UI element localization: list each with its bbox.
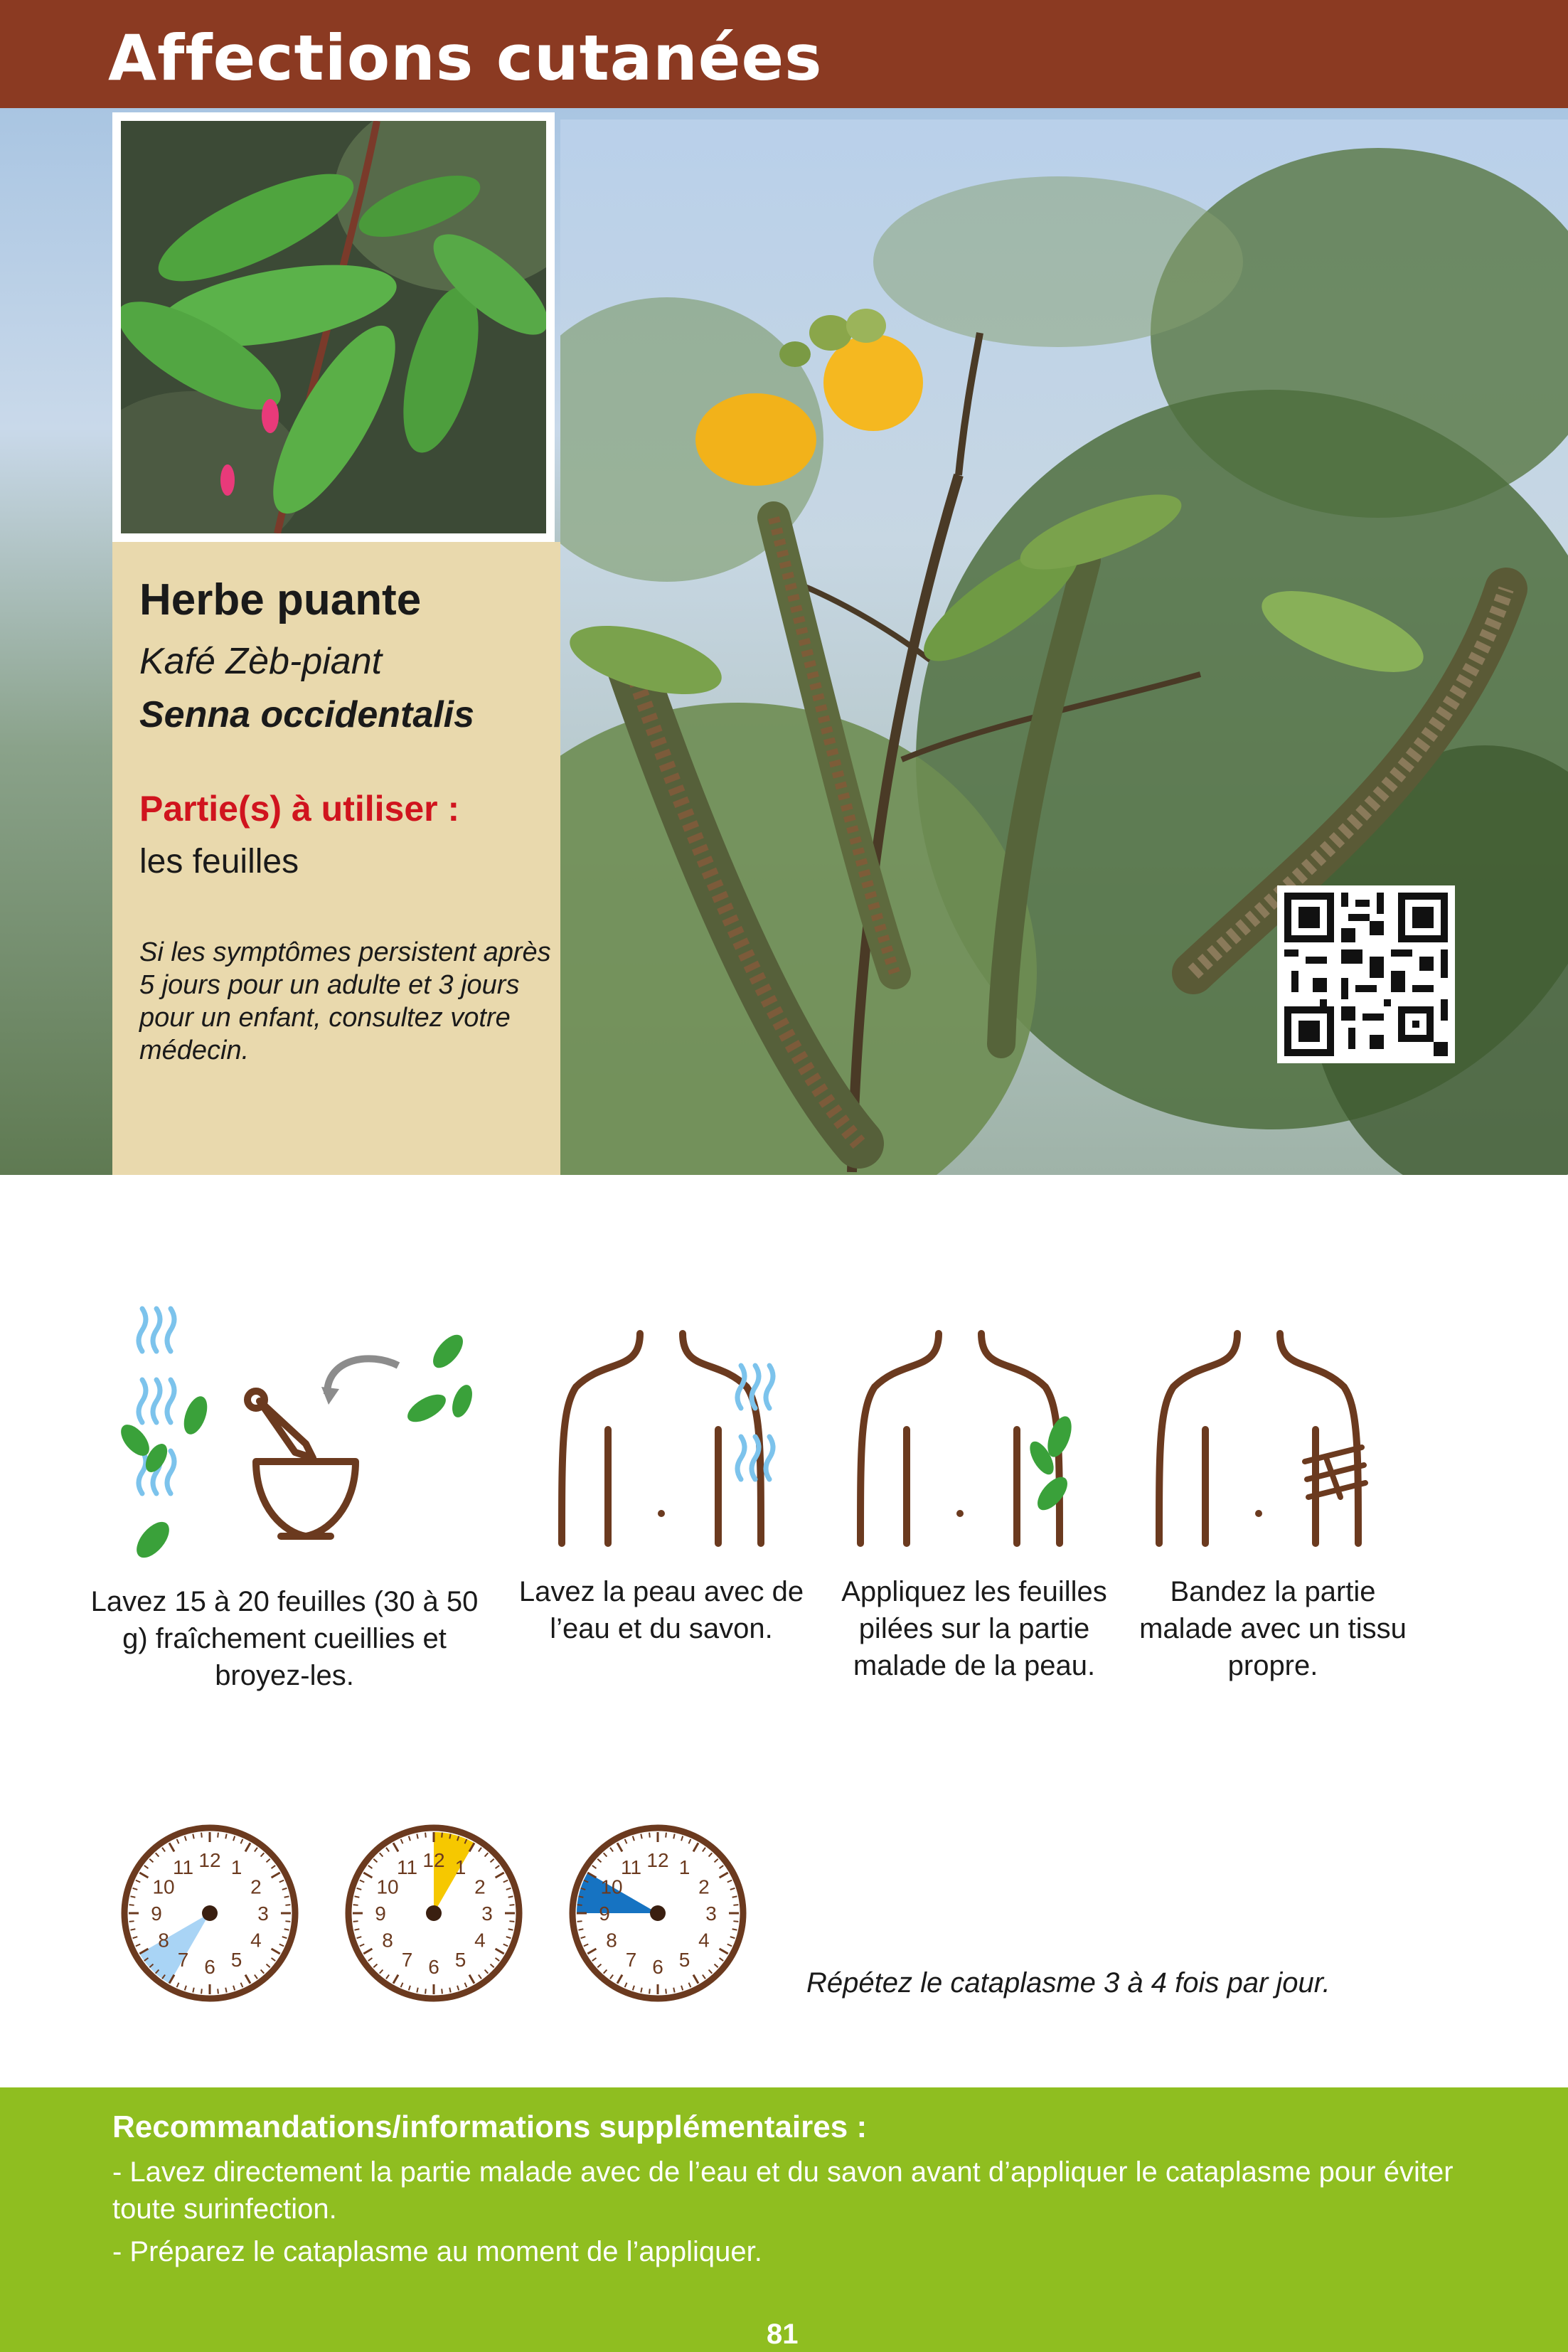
clock-noon (348, 1828, 519, 1999)
clock-tick (425, 1833, 426, 1838)
clock-number: 1 (230, 1856, 242, 1879)
creole-name: Kafé Zèb-piant (139, 641, 383, 682)
step-3-text: Appliquez les feuilles pilées sur la partie malade de la peau. (841, 1576, 1107, 1681)
clocks-row (121, 1824, 761, 2009)
clock-number: 7 (401, 1948, 413, 1971)
clock-tick (354, 1929, 359, 1930)
clock-morning (124, 1828, 295, 1999)
clock-tick (353, 1921, 358, 1922)
clock-tick (508, 1896, 513, 1897)
clock-number: 9 (599, 1903, 610, 1925)
clock-tick (732, 1929, 737, 1930)
clock-tick (354, 1896, 359, 1897)
clock-number: 7 (625, 1948, 637, 1971)
clock-evening (572, 1828, 743, 1999)
clock-number: 1 (678, 1856, 690, 1879)
clock-number: 11 (396, 1856, 418, 1879)
clock-number: 8 (606, 1929, 617, 1952)
clock-number: 6 (652, 1956, 663, 1978)
clock-tick (225, 1834, 226, 1839)
clock-tick (285, 1921, 290, 1922)
clock-tick (284, 1896, 289, 1897)
clock-tick (578, 1896, 583, 1897)
qr-code-icon[interactable] (1277, 885, 1455, 1063)
clock-tick (733, 1921, 738, 1922)
clock-number: 11 (172, 1856, 194, 1879)
clock-number: 4 (474, 1929, 486, 1952)
parts-value: les feuilles (139, 843, 299, 880)
clock-tick (509, 1921, 514, 1922)
clock-number: 2 (698, 1875, 710, 1898)
clock-number: 3 (257, 1903, 269, 1925)
step-4-text: Bandez la partie malade avec un tissu propre. (1139, 1576, 1407, 1681)
clock-number: 2 (250, 1875, 262, 1898)
clock-number: 5 (454, 1948, 466, 1971)
clock-tick (673, 1834, 674, 1839)
clocks-svg (121, 1824, 761, 2009)
leaf-thumbnail-image (121, 121, 546, 533)
clock-number: 10 (376, 1875, 399, 1898)
mortar-pestle-icon (114, 1294, 484, 1565)
clock-number: 3 (705, 1903, 717, 1925)
clock-center (202, 1905, 218, 1921)
step-2-text: Lavez la peau avec de l’eau et du savon. (518, 1576, 804, 1644)
clock-tick (201, 1833, 202, 1838)
plant-name: Herbe puante (139, 575, 422, 624)
repeat-instruction: Répétez le cataplasme 3 à 4 fois par jour. (806, 1967, 1330, 1999)
clock-tick (129, 1921, 134, 1922)
latin-name: Senna occidentalis (139, 694, 475, 735)
recommendation-item: - Préparez le cataplasme au moment de l’appliquer. (112, 2236, 762, 2267)
clock-number: 12 (646, 1849, 669, 1871)
clock-tick (130, 1929, 135, 1930)
clock-number: 9 (375, 1903, 386, 1925)
clock-number: 3 (481, 1903, 493, 1925)
warning-text: Si les symptômes persistent après 5 jours pour un adulte et 3 jours pour un enfant, consultez votre médecin. (139, 937, 551, 1065)
page-title: Affections cutanées (108, 21, 823, 95)
recommendation-item: - Lavez directement la partie malade avec de l’eau et du savon avant d’appliquer le cataplasme pour éviter toute surinfection. (112, 2156, 1454, 2225)
clock-number: 4 (698, 1929, 710, 1952)
clock-number: 6 (204, 1956, 215, 1978)
clock-tick (649, 1989, 650, 1994)
apply-leaves-icon (846, 1330, 1095, 1558)
clock-number: 7 (177, 1948, 189, 1971)
clock-number: 2 (474, 1875, 486, 1898)
clock-tick (508, 1929, 513, 1930)
clock-tick (225, 1988, 226, 1993)
clock-tick (577, 1921, 582, 1922)
clock-tick (449, 1834, 450, 1839)
clock-number: 8 (158, 1929, 169, 1952)
page-number: 81 (767, 2319, 799, 2350)
wash-arm-icon (548, 1330, 796, 1558)
clock-center (650, 1905, 666, 1921)
clock-number: 12 (198, 1849, 221, 1871)
clock-tick (130, 1896, 135, 1897)
clock-number: 1 (454, 1856, 466, 1879)
clock-tick (732, 1896, 737, 1897)
clock-number: 5 (230, 1948, 242, 1971)
parts-label: Partie(s) à utiliser : (139, 789, 460, 829)
clock-number: 10 (152, 1875, 175, 1898)
clock-tick (201, 1989, 202, 1994)
step-1-text: Lavez 15 à 20 feuilles (30 à 50 g) fraîchement cueillies et broyez-les. (90, 1586, 479, 1691)
clock-number: 9 (151, 1903, 162, 1925)
clock-number: 8 (382, 1929, 393, 1952)
clock-tick (673, 1988, 674, 1993)
clock-tick (649, 1833, 650, 1838)
bandage-arm-icon (1145, 1330, 1394, 1558)
clock-center (426, 1905, 442, 1921)
clock-tick (425, 1989, 426, 1994)
clock-number: 6 (428, 1956, 439, 1978)
clock-number: 12 (422, 1849, 445, 1871)
clock-number: 10 (600, 1875, 623, 1898)
recommendations-title: Recommandations/informations supplémentaires : (112, 2109, 868, 2144)
clock-number: 5 (678, 1948, 690, 1971)
clock-tick (284, 1929, 289, 1930)
clock-number: 11 (620, 1856, 642, 1879)
clock-tick (449, 1988, 450, 1993)
clock-number: 4 (250, 1929, 262, 1952)
clock-tick (578, 1929, 583, 1930)
